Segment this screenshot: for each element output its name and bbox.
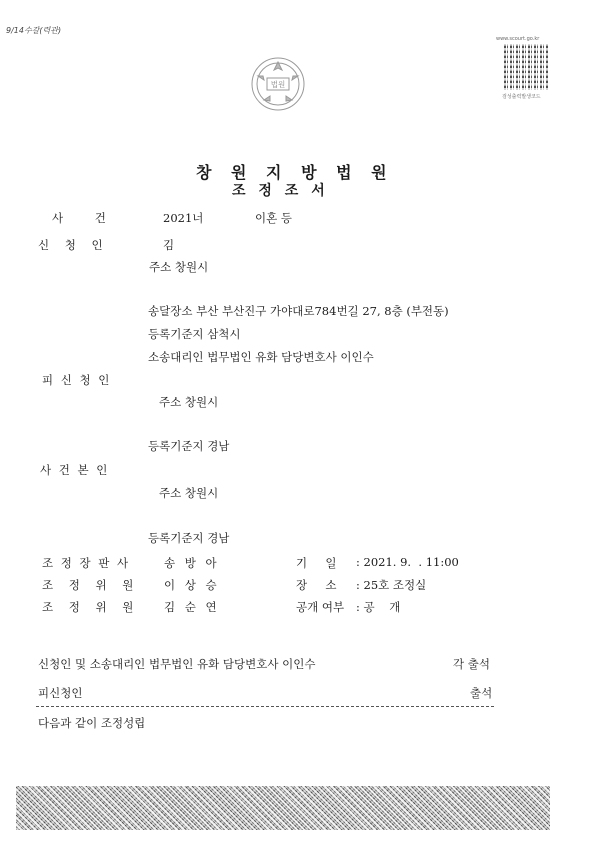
principal-label: 사 건 본 인 <box>40 463 110 477</box>
qr-caption: 검성출력발생코드 <box>502 94 541 100</box>
schedule-value: : 공 개 <box>356 600 401 614</box>
qr-url: www.scourt.go.kr <box>496 36 540 42</box>
attendance-status: 출석 <box>470 686 493 700</box>
respondent-label: 피 신 청 인 <box>42 373 112 387</box>
official-role: 조 정 장 판 사 <box>42 556 131 570</box>
schedule-key: 공개 여부 <box>296 600 345 614</box>
court-title: 창 원 지 방 법 원 <box>196 163 394 182</box>
attendance-status: 각 출석 <box>453 657 490 671</box>
official-name: 송 방 아 <box>164 556 220 570</box>
case-label: 사 건 <box>52 211 120 225</box>
schedule-key: 장 소 <box>296 578 337 592</box>
attendance-party: 피신청인 <box>38 686 83 700</box>
respondent-address: 주소 창원시 <box>159 395 219 409</box>
official-name: 이 상 승 <box>164 578 220 592</box>
respondent-registry: 등록기준지 경남 <box>148 439 230 453</box>
attendance-party: 신청인 및 소송대리인 법무법인 유화 담당변호사 이인수 <box>38 657 316 671</box>
case-number: 2021너 <box>163 211 204 225</box>
document-title: 조 정 조 서 <box>232 183 329 199</box>
applicant-address: 주소 창원시 <box>149 260 209 274</box>
separator-line <box>36 706 494 707</box>
schedule-key: 기 일 <box>296 556 337 570</box>
court-seal-emblem <box>250 56 306 112</box>
applicant-registry: 등록기준지 삼척시 <box>148 327 241 341</box>
conclusion-text: 다음과 같이 조정성립 <box>38 716 146 730</box>
schedule-value: : 25호 조정실 <box>356 578 427 592</box>
official-name: 김 순 연 <box>164 600 220 614</box>
qr-code-icon <box>504 44 548 90</box>
handwritten-note: 9/14수갈(력관) <box>6 26 62 35</box>
applicant-attorney: 소송대리인 법무법인 유화 담당변호사 이인수 <box>148 350 374 364</box>
seal-text: 법원 <box>270 80 286 89</box>
case-name: 이혼 등 <box>255 211 292 225</box>
principal-registry: 등록기준지 경남 <box>148 531 230 545</box>
official-role: 조 정 위 원 <box>42 600 140 614</box>
applicant-delivery: 송달장소 부산 부산진구 가야대로784번길 27, 8층 (부전동) <box>148 304 449 318</box>
applicant-label: 신 청 인 <box>38 238 109 252</box>
security-pattern-band <box>16 786 550 830</box>
principal-address: 주소 창원시 <box>159 486 219 500</box>
official-role: 조 정 위 원 <box>42 578 140 592</box>
applicant-name: 김 <box>163 238 175 252</box>
schedule-value: : 2021. 9. . 11:00 <box>356 555 459 569</box>
